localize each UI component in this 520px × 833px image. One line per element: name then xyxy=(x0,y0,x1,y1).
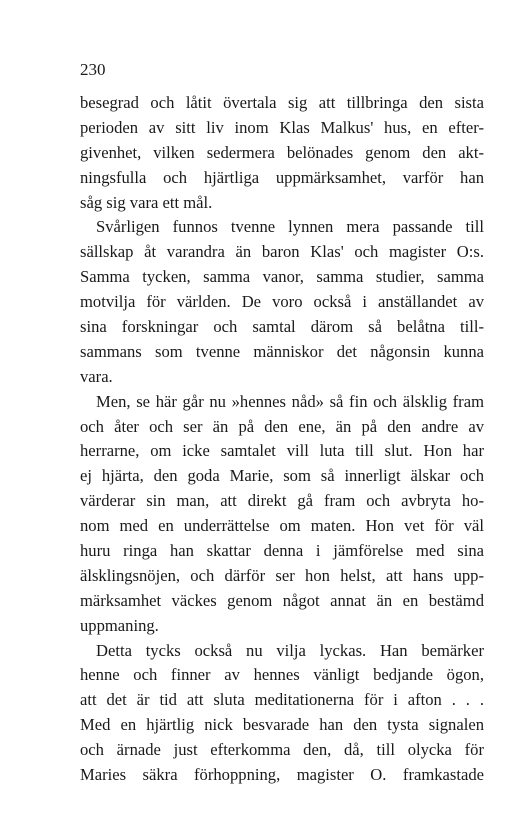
text-line: Med en hjärtlig nick besvarade han den tysta signalen xyxy=(80,715,484,735)
text-line: Detta tycks också nu vilja lyckas. Han bemärker xyxy=(96,640,484,660)
text-line: vara. xyxy=(80,366,113,386)
paragraph xyxy=(80,390,484,639)
text-line: sammans som tvenne människor det någonsin kunna xyxy=(80,341,484,361)
text-line: Samma tycken, samma vanor, samma studier, samma xyxy=(80,267,484,287)
text-line: ningsfulla och hjärtliga uppmärksamhet, varför han xyxy=(80,167,484,187)
paragraph xyxy=(80,639,484,788)
text-line: sina forskningar och samtal därom så belåtna till- xyxy=(80,317,484,337)
text-line: Svårligen funnos tvenne lynnen mera passande till xyxy=(96,217,484,237)
text-line: älsklingsnöjen, och därför ser hon helst, att hans upp- xyxy=(80,565,484,585)
text-line: huru ringa han skattar denna i jämförelse med sina xyxy=(80,541,484,561)
text-line: givenhet, vilken sedermera belönades genom den akt- xyxy=(80,142,484,162)
text-line: såg sig vara ett mål. xyxy=(80,192,213,212)
text-line: och åter och ser än på den ene, än på den andre av xyxy=(80,416,484,436)
text-line: perioden av sitt liv inom Klas Malkus' hus, en efter- xyxy=(80,117,484,137)
text-line: besegrad och låtit övertala sig att tillbringa den sista xyxy=(80,93,484,112)
text-line: sällskap åt varandra än baron Klas' och magister O:s. xyxy=(80,242,484,262)
text-line: att det är tid att sluta meditationerna för i afton . . . xyxy=(80,690,484,710)
text-line: och ärnade just efterkomma den, då, till olycka för xyxy=(80,740,484,760)
text-line: uppmaning. xyxy=(80,615,159,635)
text-line: Maries säkra förhoppning, magister O. framkastade xyxy=(80,765,484,785)
paragraph xyxy=(80,91,484,215)
text-line: herrarne, om icke samtalet vill luta till slut. Hon har xyxy=(80,441,484,461)
text-line: nom med en underrättelse om maten. Hon vet för väl xyxy=(80,516,484,536)
page-number: 230 xyxy=(80,60,106,79)
paragraph xyxy=(80,215,484,389)
text-line: henne och finner av hennes vänligt bedjande ögon, xyxy=(80,665,484,685)
text-line: ej hjärta, den goda Marie, som så innerligt älskar och xyxy=(80,466,484,486)
text-line: värderar sin man, att direkt gå fram och avbryta ho- xyxy=(80,491,484,511)
text-line: märksamhet väckes genom något annat än en bestämd xyxy=(80,590,484,610)
text-line: motvilja för världen. De voro också i anställandet av xyxy=(80,292,484,312)
text-line: Men, se här går nu »hennes nåd» så fin och älsklig fram xyxy=(96,391,484,411)
body-text xyxy=(80,91,484,788)
